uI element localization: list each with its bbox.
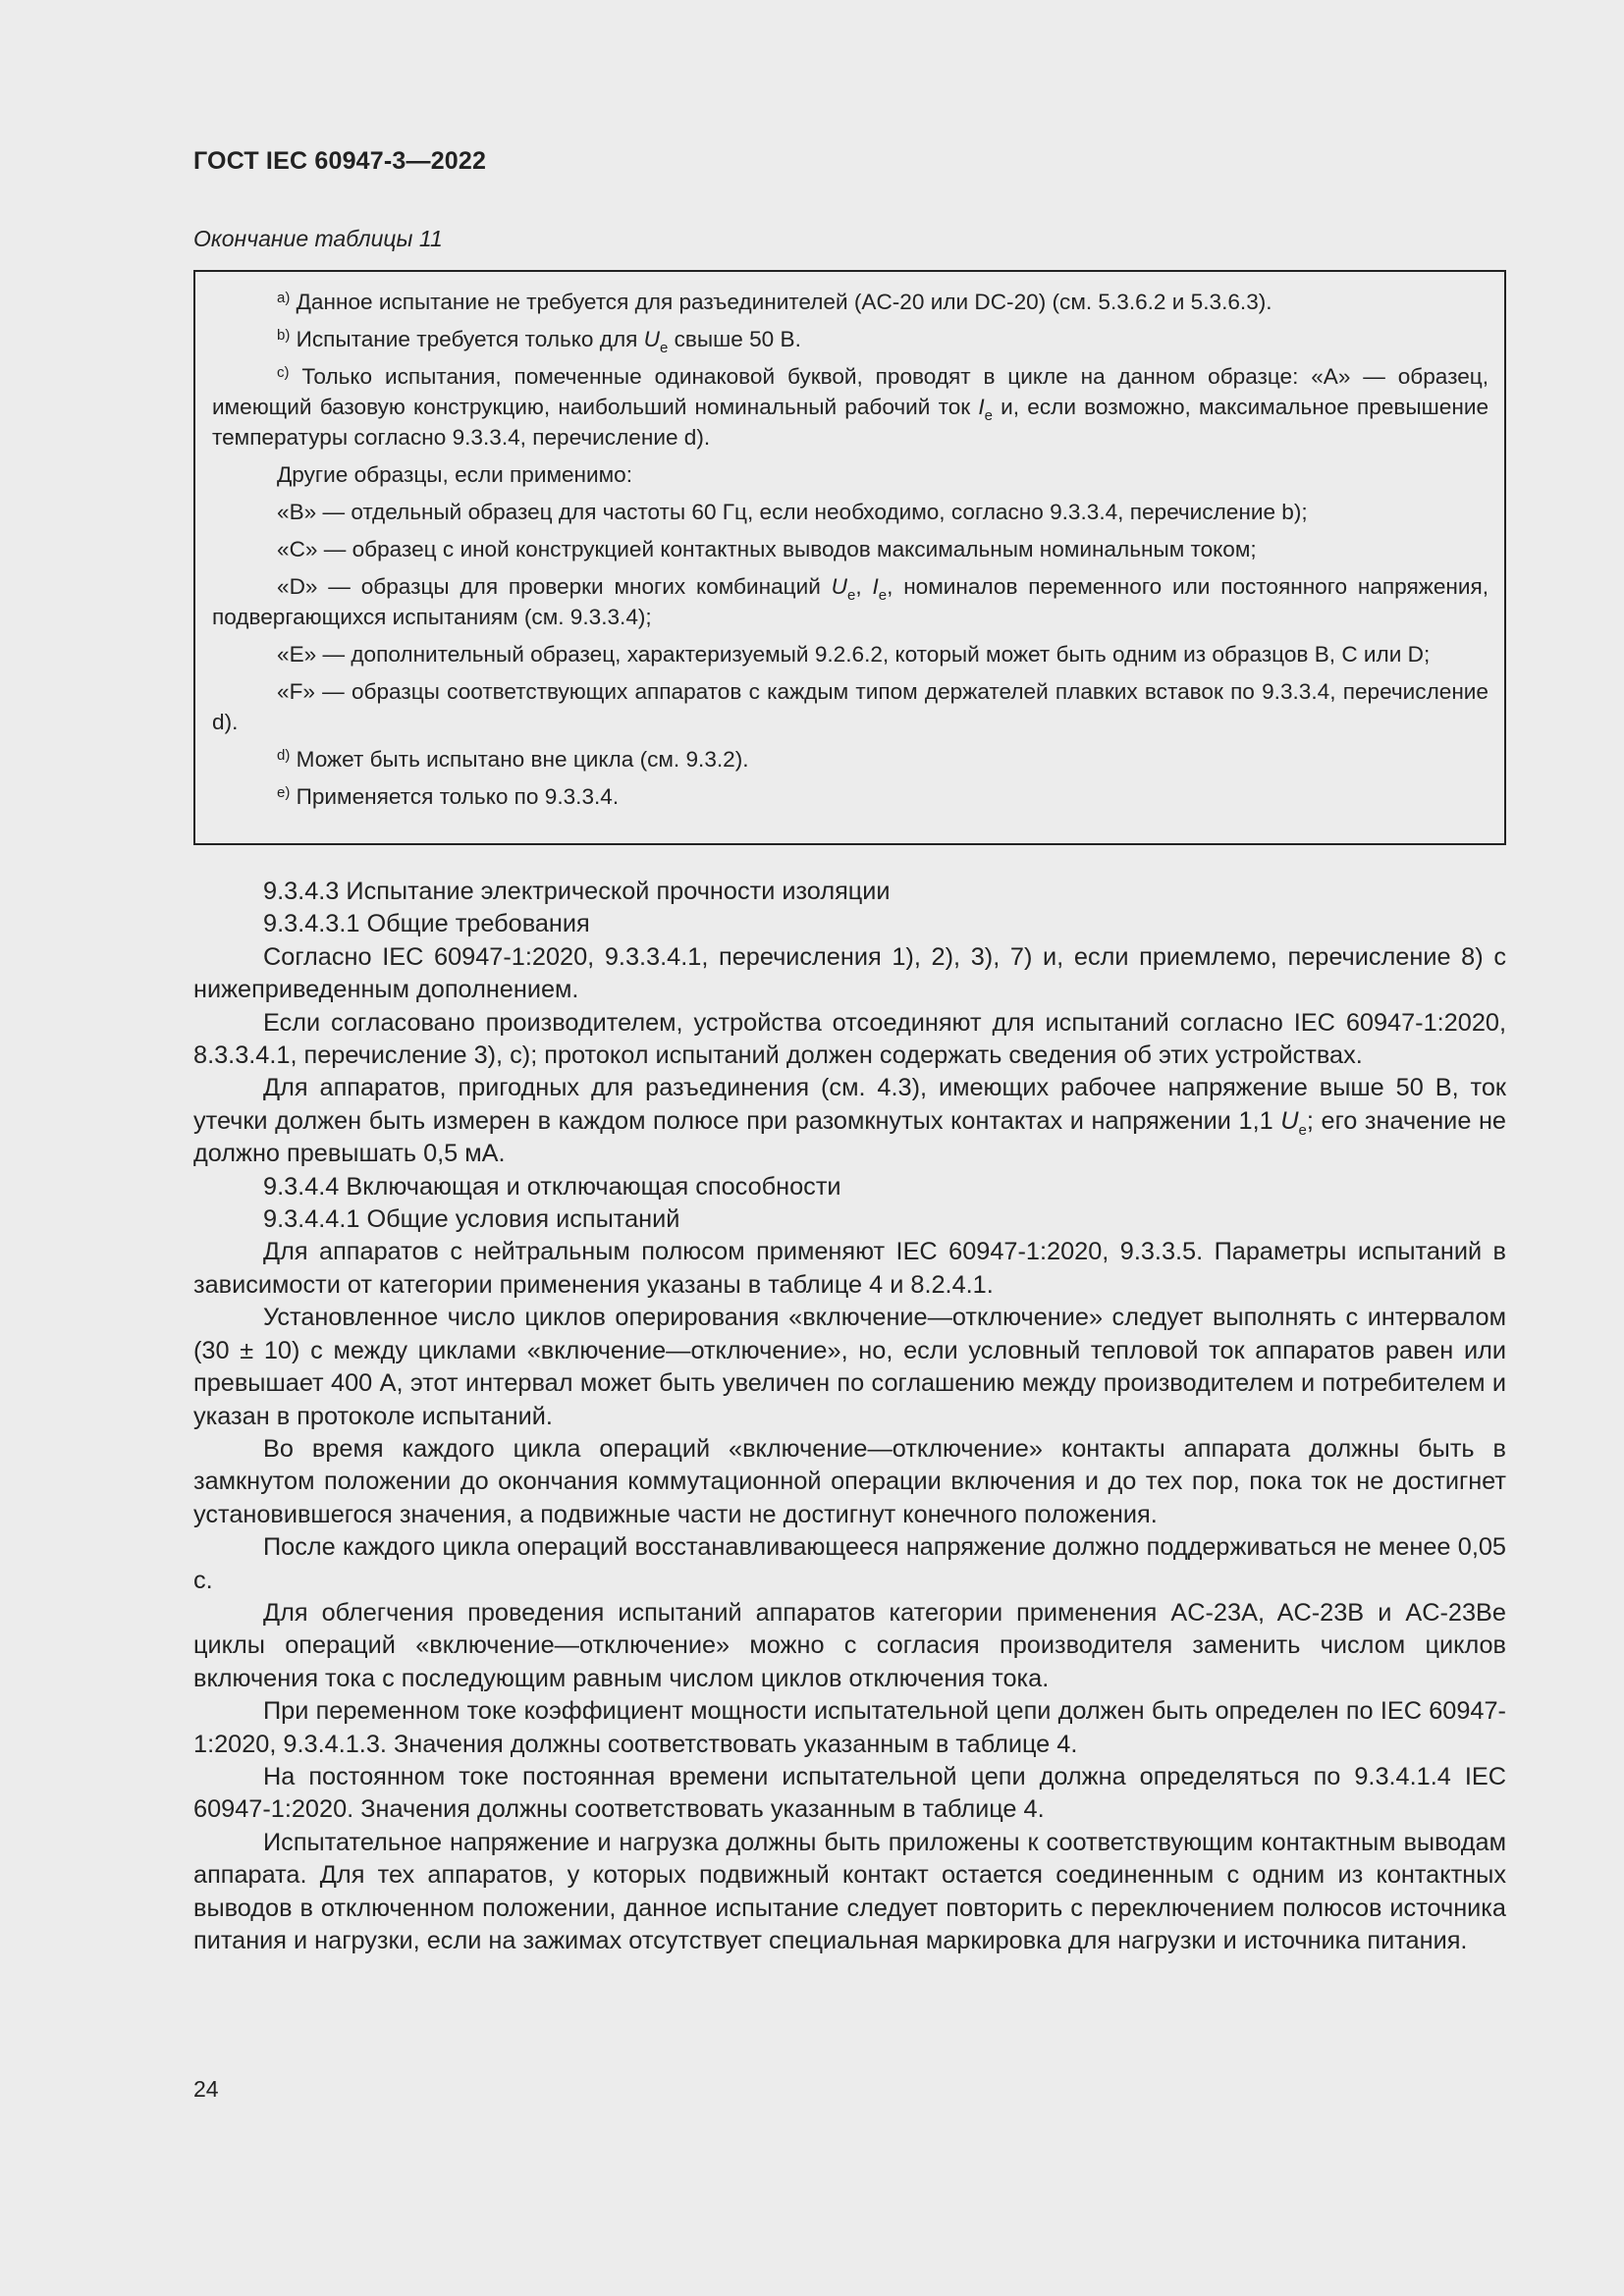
footnote-c [212,361,1489,453]
section-heading: 9.3.4.4.1 Общие условия испытаний [263,1205,680,1234]
symbol-var: U [1280,1106,1299,1135]
document-header: ГОСТ IEC 60947-3—2022 [193,147,487,175]
symbol-sub: e [984,407,993,424]
footnote-text: «D» — образцы для проверки многих комбинаций [277,574,832,599]
footnote-other-samples: Другие образцы, если применимо: [277,462,633,487]
footnote-text: свыше 50 В. [668,327,801,351]
footnote-text: Данное испытание не требуется для разъединителей (AC-20 или DC-20) (см. 5.3.6.2 и 5.3.6.3). [296,290,1272,314]
footnote-text: Испытание требуется только для [296,327,644,351]
footnote-d [212,744,1489,774]
footnote-text: Применяется только по 9.3.3.4. [296,784,620,809]
paragraph: При переменном токе коэффициент мощности испытательной цепи должен быть определен по IEC 60947-1:2020, 9.3.4.1.3. Значения должны соответствовать указанным в таблице 4. [193,1697,1506,1758]
body-text [193,876,1506,1957]
paragraph: Во время каждого цикла операций «включение—отключение» контакты аппарата должны быть в замкнутом положении до окончания коммутационной операции включения и до тех пор, пока ток не достигнет установившегося значения, а подвижные части не достигнут конечного положения. [193,1434,1506,1528]
footnote-e [212,781,1489,812]
footnote-text: Только испытания, помеченные одинаковой буквой, проводят в цикле на данном образце: «А» — образец, имеющий базовую конструкцию, наибольший номинальный рабочий ток [212,364,1489,419]
sample-f: «F» — образцы соответствующих аппаратов с каждым типом держателей плавких вставок по 9.3.3.4, перечисление d). [212,679,1489,734]
paragraph: Испытательное напряжение и нагрузка должны быть приложены к соответствующим контактным выводам аппарата. Для тех аппаратов, у которых подвижный контакт остается соединенным с одним из контактных выводов в отключенном положении, данное испытание следует повторить с переключением полюсов источника питания и нагрузки, если на зажимах отсутствует специальная маркировка для нагрузки и источника питания. [193,1828,1506,1954]
sample-b: «B» — отдельный образец для частоты 60 Гц, если необходимо, согласно 9.3.3.4, перечисление b); [277,500,1308,524]
symbol-var: I [872,574,879,599]
paragraph: Для облегчения проведения испытаний аппаратов категории применения AC-23A, AC-23B и AC-23Be циклы операций «включение—отключение» можно с согласия производителя заменить числом циклов включения тока с последующим равным числом циклов отключения тока. [193,1598,1506,1692]
symbol-sub: e [659,340,669,356]
symbol-sub: e [878,587,888,604]
paragraph: На постоянном токе постоянная времени испытательной цепи должна определяться по 9.3.4.1.4 IEC 60947-1:2020. Значения должны соответствовать указанным в таблице 4. [193,1762,1506,1824]
footnote-mark: b) [277,327,291,344]
symbol-sub: e [847,587,856,604]
paragraph: Установленное число циклов оперирования «включение—отключение» следует выполнять с интервалом (30 ± 10) с между циклами «включение—отключение», но, если условный тепловой ток аппаратов равен или превышает 400 А, этот интервал может быть увеличен по соглашению между производителем и потребителем и указан в протоколе испытаний. [193,1304,1506,1430]
footnote-mark: a) [277,290,291,306]
footnote-text: и, если возможно, максимальное превышение температуры согласно 9.3.3.4, перечисление d). [212,395,1489,450]
footnote-mark: e) [277,784,291,801]
footnote-text: , [855,574,873,599]
sample-d [212,571,1489,632]
footnote-mark: c) [277,364,290,381]
paragraph [193,1072,1506,1170]
symbol-sub: e [1298,1121,1307,1139]
footnote-a [212,287,1489,317]
footnote-b [212,324,1489,354]
footnote-text: Может быть испытано вне цикла (см. 9.3.2). [296,747,749,772]
sample-e: «E» — дополнительный образец, характеризуемый 9.2.6.2, который может быть одним из образцов B, C или D; [277,642,1431,667]
sample-c: «C» — образец с иной конструкцией контактных выводов максимальным номинальным током; [277,537,1257,561]
page-number: 24 [193,2076,219,2102]
table-footnotes-box [193,270,1506,845]
section-heading: 9.3.4.3.1 Общие требования [263,910,590,938]
section-heading: 9.3.4.3 Испытание электрической прочности изоляции [263,878,891,905]
paragraph: Согласно IEC 60947-1:2020, 9.3.3.4.1, перечисления 1), 2), 3), 7) и, если приемлемо, перечисление 8) с нижеприведенным дополнением. [193,942,1506,1004]
table-continuation-caption: Окончание таблицы 11 [193,226,443,251]
symbol-var: U [831,574,847,599]
symbol-var: I [978,395,985,419]
paragraph: Для аппаратов с нейтральным полюсом применяют IEC 60947-1:2020, 9.3.3.5. Параметры испытаний в зависимости от категории применения указаны в таблице 4 и 8.2.4.1. [193,1238,1506,1299]
section-heading: 9.3.4.4 Включающая и отключающая способности [263,1172,841,1201]
paragraph-text: Для аппаратов, пригодных для разъединения (см. 4.3), имеющих рабочее напряжение выше 50 В, ток утечки должен быть измерен в каждом полюсе при разомкнутых контактах и напряжении 1,1 [193,1074,1506,1135]
paragraph-text: ; его значение не должно превышать 0,5 мА. [193,1106,1507,1168]
paragraph: После каждого цикла операций восстанавливающееся напряжение должно поддерживаться не менее 0,05 с. [193,1533,1506,1594]
paragraph: Если согласовано производителем, устройства отсоединяют для испытаний согласно IEC 60947-1:2020, 8.3.3.4.1, перечисление 3), c); протокол испытаний должен содержать сведения об этих устройствах. [193,1008,1506,1070]
footnote-mark: d) [277,747,291,764]
symbol-var: U [643,327,660,351]
footnote-text: , номиналов переменного или постоянного напряжения, подвергающихся испытаниям (см. 9.3.3.4); [212,574,1489,629]
